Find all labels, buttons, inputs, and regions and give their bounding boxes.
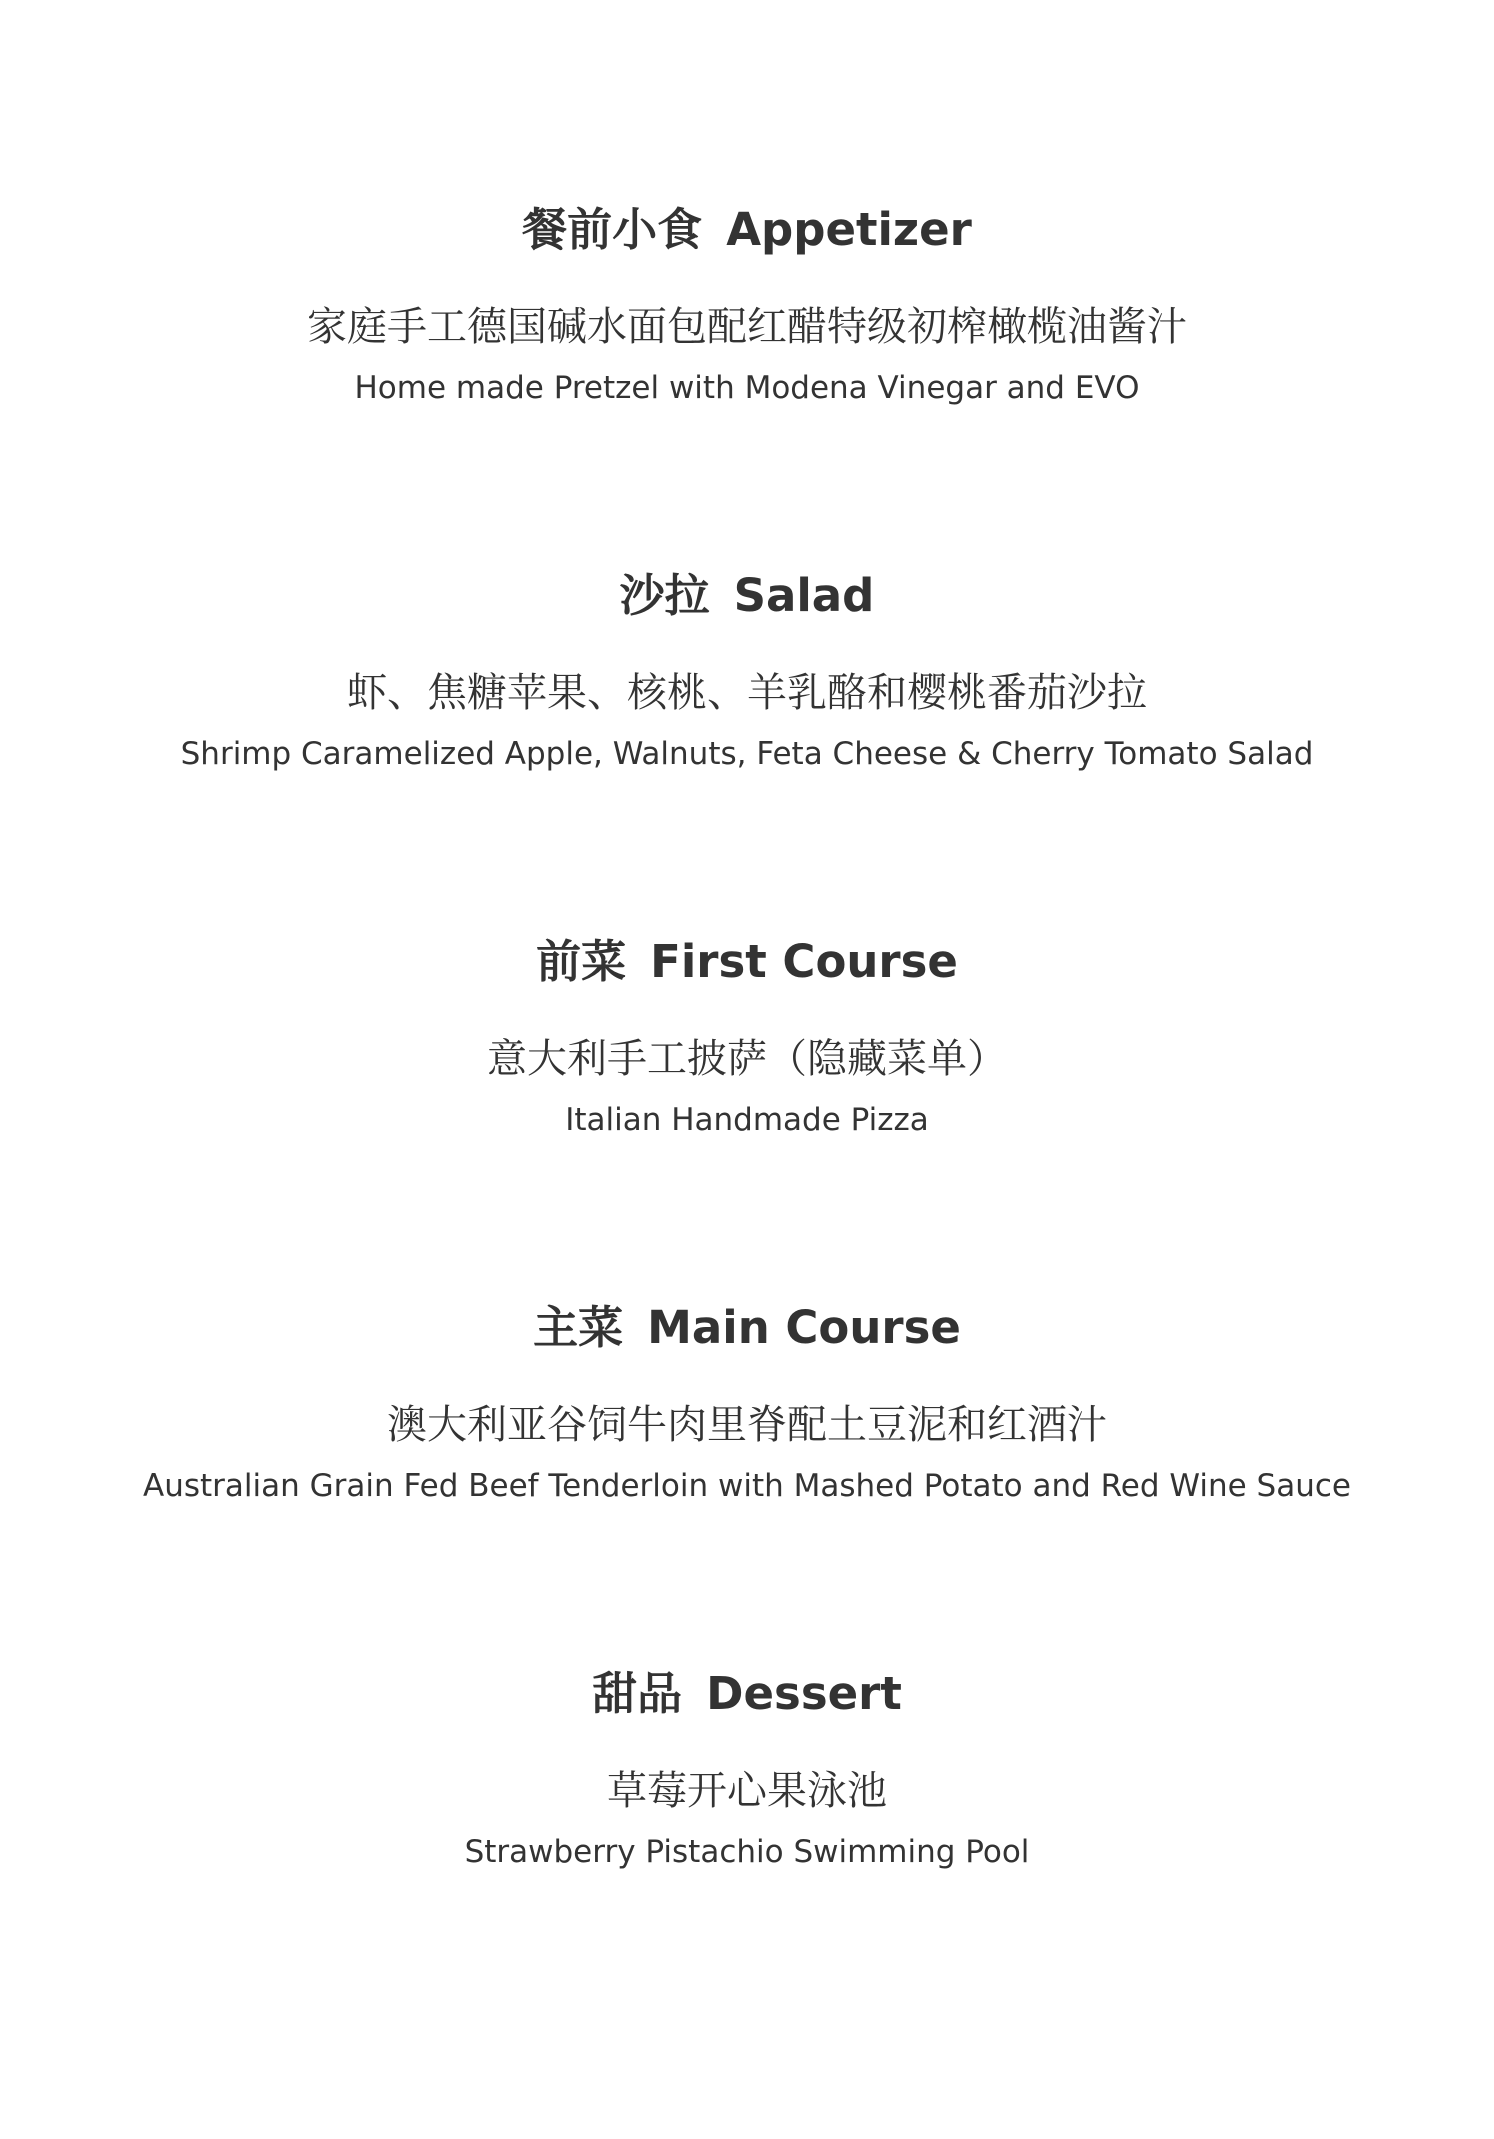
dish-name-cn: 家庭手工德国碱水面包配红醋特级初榨橄榄油酱汁 [307, 304, 1187, 350]
course-heading-cn: 沙拉 [619, 569, 710, 622]
dish-name-cn: 草莓开心果泳池 [607, 1768, 887, 1814]
course-heading [0, 566, 1494, 626]
course-heading [0, 1664, 1494, 1724]
course-heading-en: Dessert [706, 1667, 902, 1720]
dish-name-cn: 虾、焦糖苹果、核桃、羊乳酪和樱桃番茄沙拉 [347, 670, 1147, 716]
course-heading-cn: 前菜 [536, 935, 627, 988]
dish-name-en: Italian Handmade Pizza [565, 1102, 929, 1138]
course-heading-en: Salad [733, 569, 875, 622]
course-heading [0, 932, 1494, 992]
dish-name-cn: 澳大利亚谷饲牛肉里脊配土豆泥和红酒汁 [387, 1402, 1107, 1448]
course-heading [0, 1298, 1494, 1358]
course-heading-en: Main Course [647, 1301, 961, 1354]
dish-name-en: Strawberry Pistachio Swimming Pool [464, 1834, 1030, 1870]
course-heading [0, 200, 1494, 260]
course-heading-cn: 甜品 [592, 1667, 683, 1720]
course-heading-cn: 主菜 [533, 1301, 624, 1354]
dish-name-cn: 意大利手工披萨（隐藏菜单） [487, 1036, 1007, 1082]
course-heading-en: Appetizer [726, 203, 972, 256]
dish-name-en: Australian Grain Fed Beef Tenderloin with Mashed Potato and Red Wine Sauce [143, 1468, 1351, 1504]
course-heading-cn: 餐前小食 [522, 203, 703, 256]
dish-name-en: Home made Pretzel with Modena Vinegar and EVO [354, 370, 1140, 406]
course-heading-en: First Course [650, 935, 958, 988]
dish-name-en: Shrimp Caramelized Apple, Walnuts, Feta Cheese & Cherry Tomato Salad [180, 736, 1314, 772]
